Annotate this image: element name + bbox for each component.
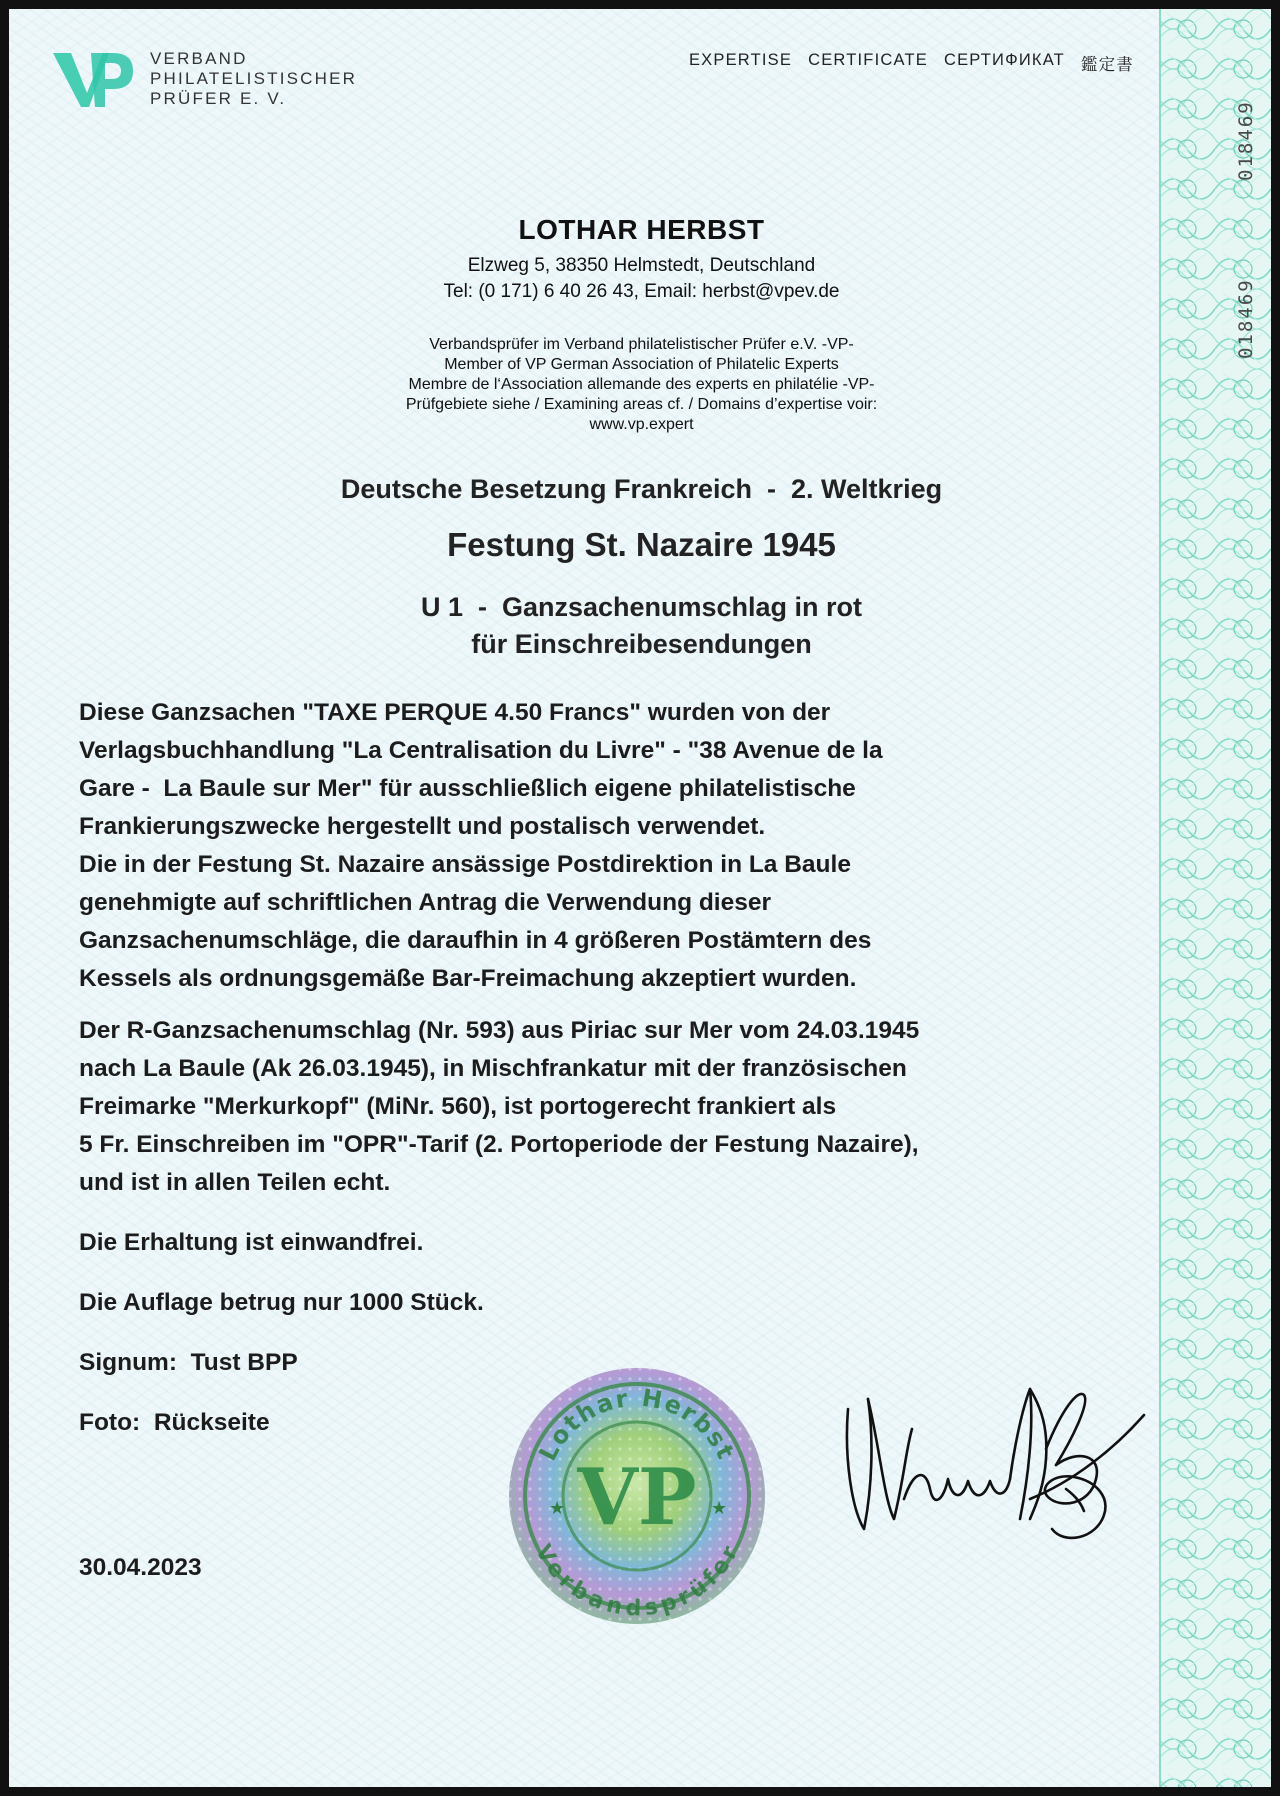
seal-center-text: VP bbox=[577, 1452, 697, 1543]
membership-block bbox=[109, 335, 1174, 435]
certificate-body bbox=[79, 694, 1159, 1464]
text-line: Frankierungszwecke hergestellt und postalisch verwendet. bbox=[79, 813, 766, 840]
org-line: PRÜFER E. V. bbox=[150, 89, 287, 108]
paragraph-description bbox=[79, 694, 1159, 998]
title-main: Festung St. Nazaire 1945 bbox=[447, 526, 836, 563]
seal-bottom-text: Verbandsprüfer bbox=[530, 1540, 745, 1622]
edition-statement: Die Auflage betrug nur 1000 Stück. bbox=[79, 1289, 484, 1316]
certificate-date: 30.04.2023 bbox=[79, 1554, 202, 1581]
svg-text:★: ★ bbox=[549, 1498, 566, 1519]
cert-type: CERTIFICATE bbox=[808, 51, 928, 69]
condition-statement: Die Erhaltung ist einwandfrei. bbox=[79, 1229, 424, 1256]
cert-type: EXPERTISE bbox=[688, 51, 793, 69]
organization-name bbox=[150, 49, 357, 109]
membership-line: Verbandsprüfer im Verband philatelistischer Prüfer e.V. -VP- bbox=[429, 336, 854, 353]
guilloche-border bbox=[1159, 9, 1271, 1787]
text-line: Freimarke "Merkurkopf" (MiNr. 560), ist portogerecht frankiert als bbox=[79, 1093, 837, 1120]
hologram-seal bbox=[505, 1364, 769, 1628]
serial-number: 018469 bbox=[1235, 278, 1257, 359]
membership-line: Membre de l‘Association allemande des experts en philatélie -VP- bbox=[408, 376, 875, 393]
membership-line: Prüfgebiete siehe / Examining areas cf. / Domains d’expertise voir: bbox=[405, 396, 878, 413]
paragraph-item-details bbox=[79, 1012, 1159, 1202]
text-line: Die in der Festung St. Nazaire ansässige Postdirektion in La Baule bbox=[79, 851, 851, 878]
text-line: Kessels als ordnungsgemäße Bar-Freimachung akzeptiert wurden. bbox=[79, 965, 857, 992]
handwritten-signature bbox=[834, 1369, 1154, 1569]
membership-line: Member of VP German Association of Philatelic Experts bbox=[444, 356, 839, 373]
membership-website: www.vp.expert bbox=[589, 416, 694, 433]
serial-number: 018469 bbox=[1235, 100, 1257, 181]
org-line: VERBAND bbox=[150, 49, 248, 68]
text-line: nach La Baule (Ak 26.03.1945), in Mischfrankatur mit der französischen bbox=[79, 1055, 907, 1082]
cert-type: 鑑定書 bbox=[1080, 56, 1134, 74]
certificate-types bbox=[609, 51, 1134, 75]
text-line: Verlagsbuchhandlung "La Centralisation du Livre" - "38 Avenue de la bbox=[79, 737, 883, 764]
text-line: Der R-Ganzsachenumschlag (Nr. 593) aus Piriac sur Mer vom 24.03.1945 bbox=[79, 1017, 920, 1044]
text-line: 5 Fr. Einschreiben im "OPR"-Tarif (2. Portoperiode der Festung Nazaire), bbox=[79, 1131, 919, 1158]
photo-statement: Foto: Rückseite bbox=[79, 1409, 270, 1436]
examiner-contact: Tel: (0 171) 6 40 26 43, Email: herbst@vpev.de bbox=[443, 281, 840, 302]
seal-top-text: Lothar Herbst bbox=[533, 1383, 741, 1466]
text-line: und ist in allen Teilen echt. bbox=[79, 1169, 391, 1196]
text-line: Ganzsachenumschläge, die daraufhin in 4 größeren Postämtern des bbox=[79, 927, 872, 954]
title-category: Deutsche Besetzung Frankreich - 2. Weltkrieg bbox=[340, 474, 943, 504]
examiner-address: Elzweg 5, 38350 Helmstedt, Deutschland bbox=[467, 255, 816, 276]
title-item-line: für Einschreibesendungen bbox=[471, 629, 812, 659]
title-item-line: U 1 - Ganzsachenumschlag in rot bbox=[420, 592, 863, 622]
signum-statement: Signum: Tust BPP bbox=[79, 1349, 298, 1376]
examiner-name: LOTHAR HERBST bbox=[518, 214, 765, 245]
org-line: PHILATELISTISCHER bbox=[150, 69, 358, 88]
text-line: genehmigte auf schriftlichen Antrag die Verwendung dieser bbox=[79, 889, 772, 916]
svg-text:★: ★ bbox=[711, 1498, 728, 1519]
cert-type: СЕРТИФИКАТ bbox=[943, 51, 1065, 69]
vp-logo bbox=[51, 47, 135, 111]
text-line: Diese Ganzsachen "TAXE PERQUE 4.50 Francs" wurden von der bbox=[79, 699, 831, 726]
text-line: Gare - La Baule sur Mer" für ausschließlich eigene philatelistische bbox=[79, 775, 856, 802]
